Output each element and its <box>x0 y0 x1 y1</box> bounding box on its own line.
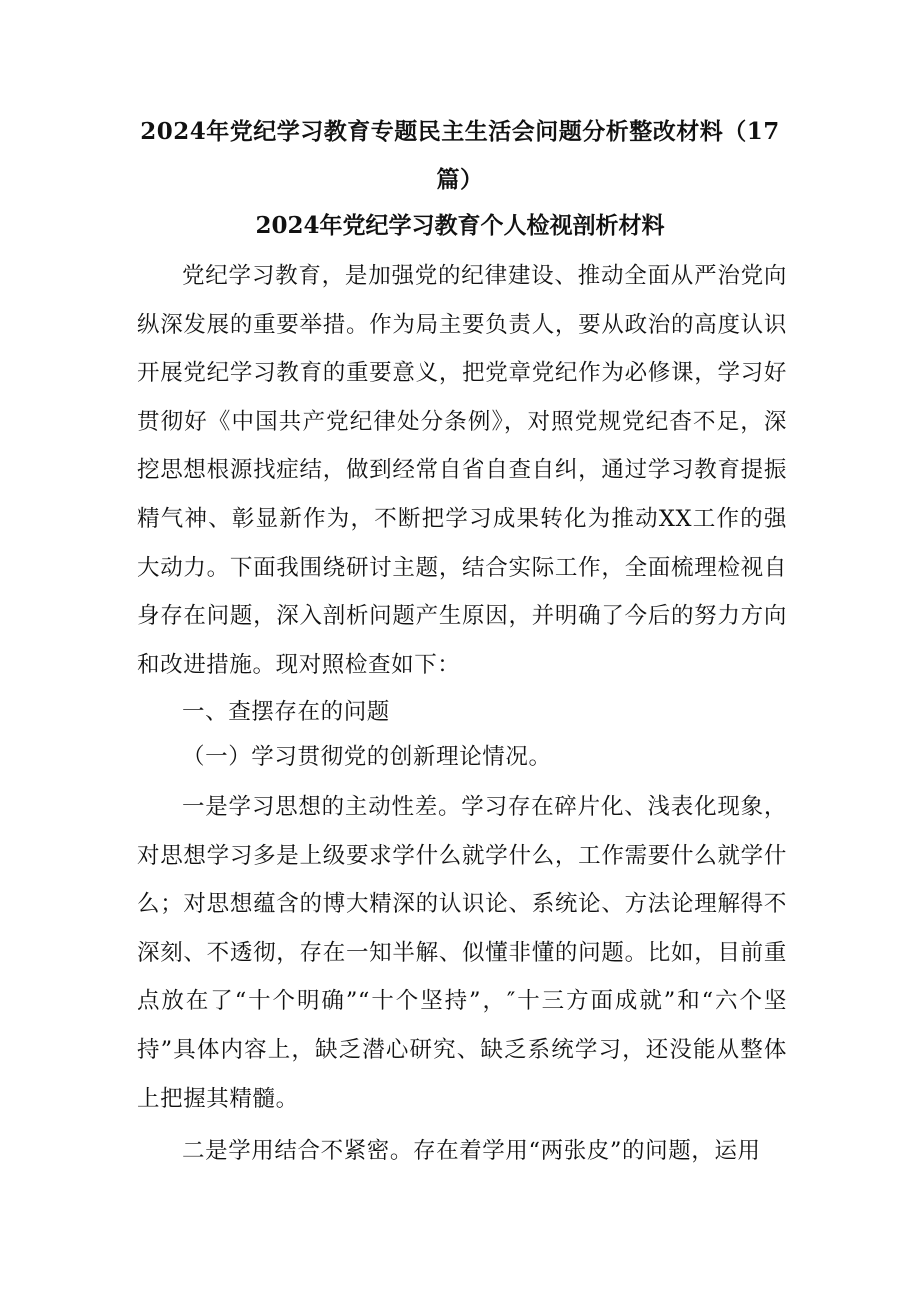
paragraph-point-one: 一是学习思想的主动性差。学习存在碎片化、浅表化现象，对思想学习多是上级要求学什么就学什么，工作需要什么就学什么；对思想蕴含的博大精深的认识论、系统论、方法论理解得不深刻、不透彻，存在一知半解、似懂非懂的问题。比如，目前重点放在了“十个明确”“十个坚持”，″十三方面成就”和“六个坚持”具体内容上，缺乏潜心研究、缺乏系统学习，还没能从整体上把握其精髓。 <box>137 794 787 1112</box>
paragraph-intro: 党纪学习教育，是加强党的纪律建设、推动全面从严治党向纵深发展的重要举措。作为局主要负责人，要从政治的高度认识开展党纪学习教育的重要意义，把党章党纪作为必修课，学习好贯彻好《中国共产党纪律处分条例》，对照党规党纪杳不足，深挖思想根源找症结，做到经常自省自查自纠，通过学习教育提振精气神、彰显新作为，不断把学习成果转化为推动XX工作的强大动力。下面我围绕研讨主题，结合实际工作，全面梳理检视自身存在问题，深入剖析问题产生原因，并明确了今后的努力方向和改进措施。现对照检查如下： <box>137 263 787 678</box>
subsection-heading: （一）学习贯彻党的创新理论情况。 <box>182 744 552 770</box>
paragraph-point-two: 二是学用结合不紧密。存在着学用“两张皮”的问题，运用 <box>182 1138 761 1164</box>
document-title: 2024年党纪学习教育专题民主生活会问题分析整改材料（17篇） <box>140 118 780 193</box>
section-heading: 一、查摆存在的问题 <box>182 699 390 725</box>
document-subtitle: 2024年党纪学习教育个人检视剖析材料 <box>255 212 665 239</box>
